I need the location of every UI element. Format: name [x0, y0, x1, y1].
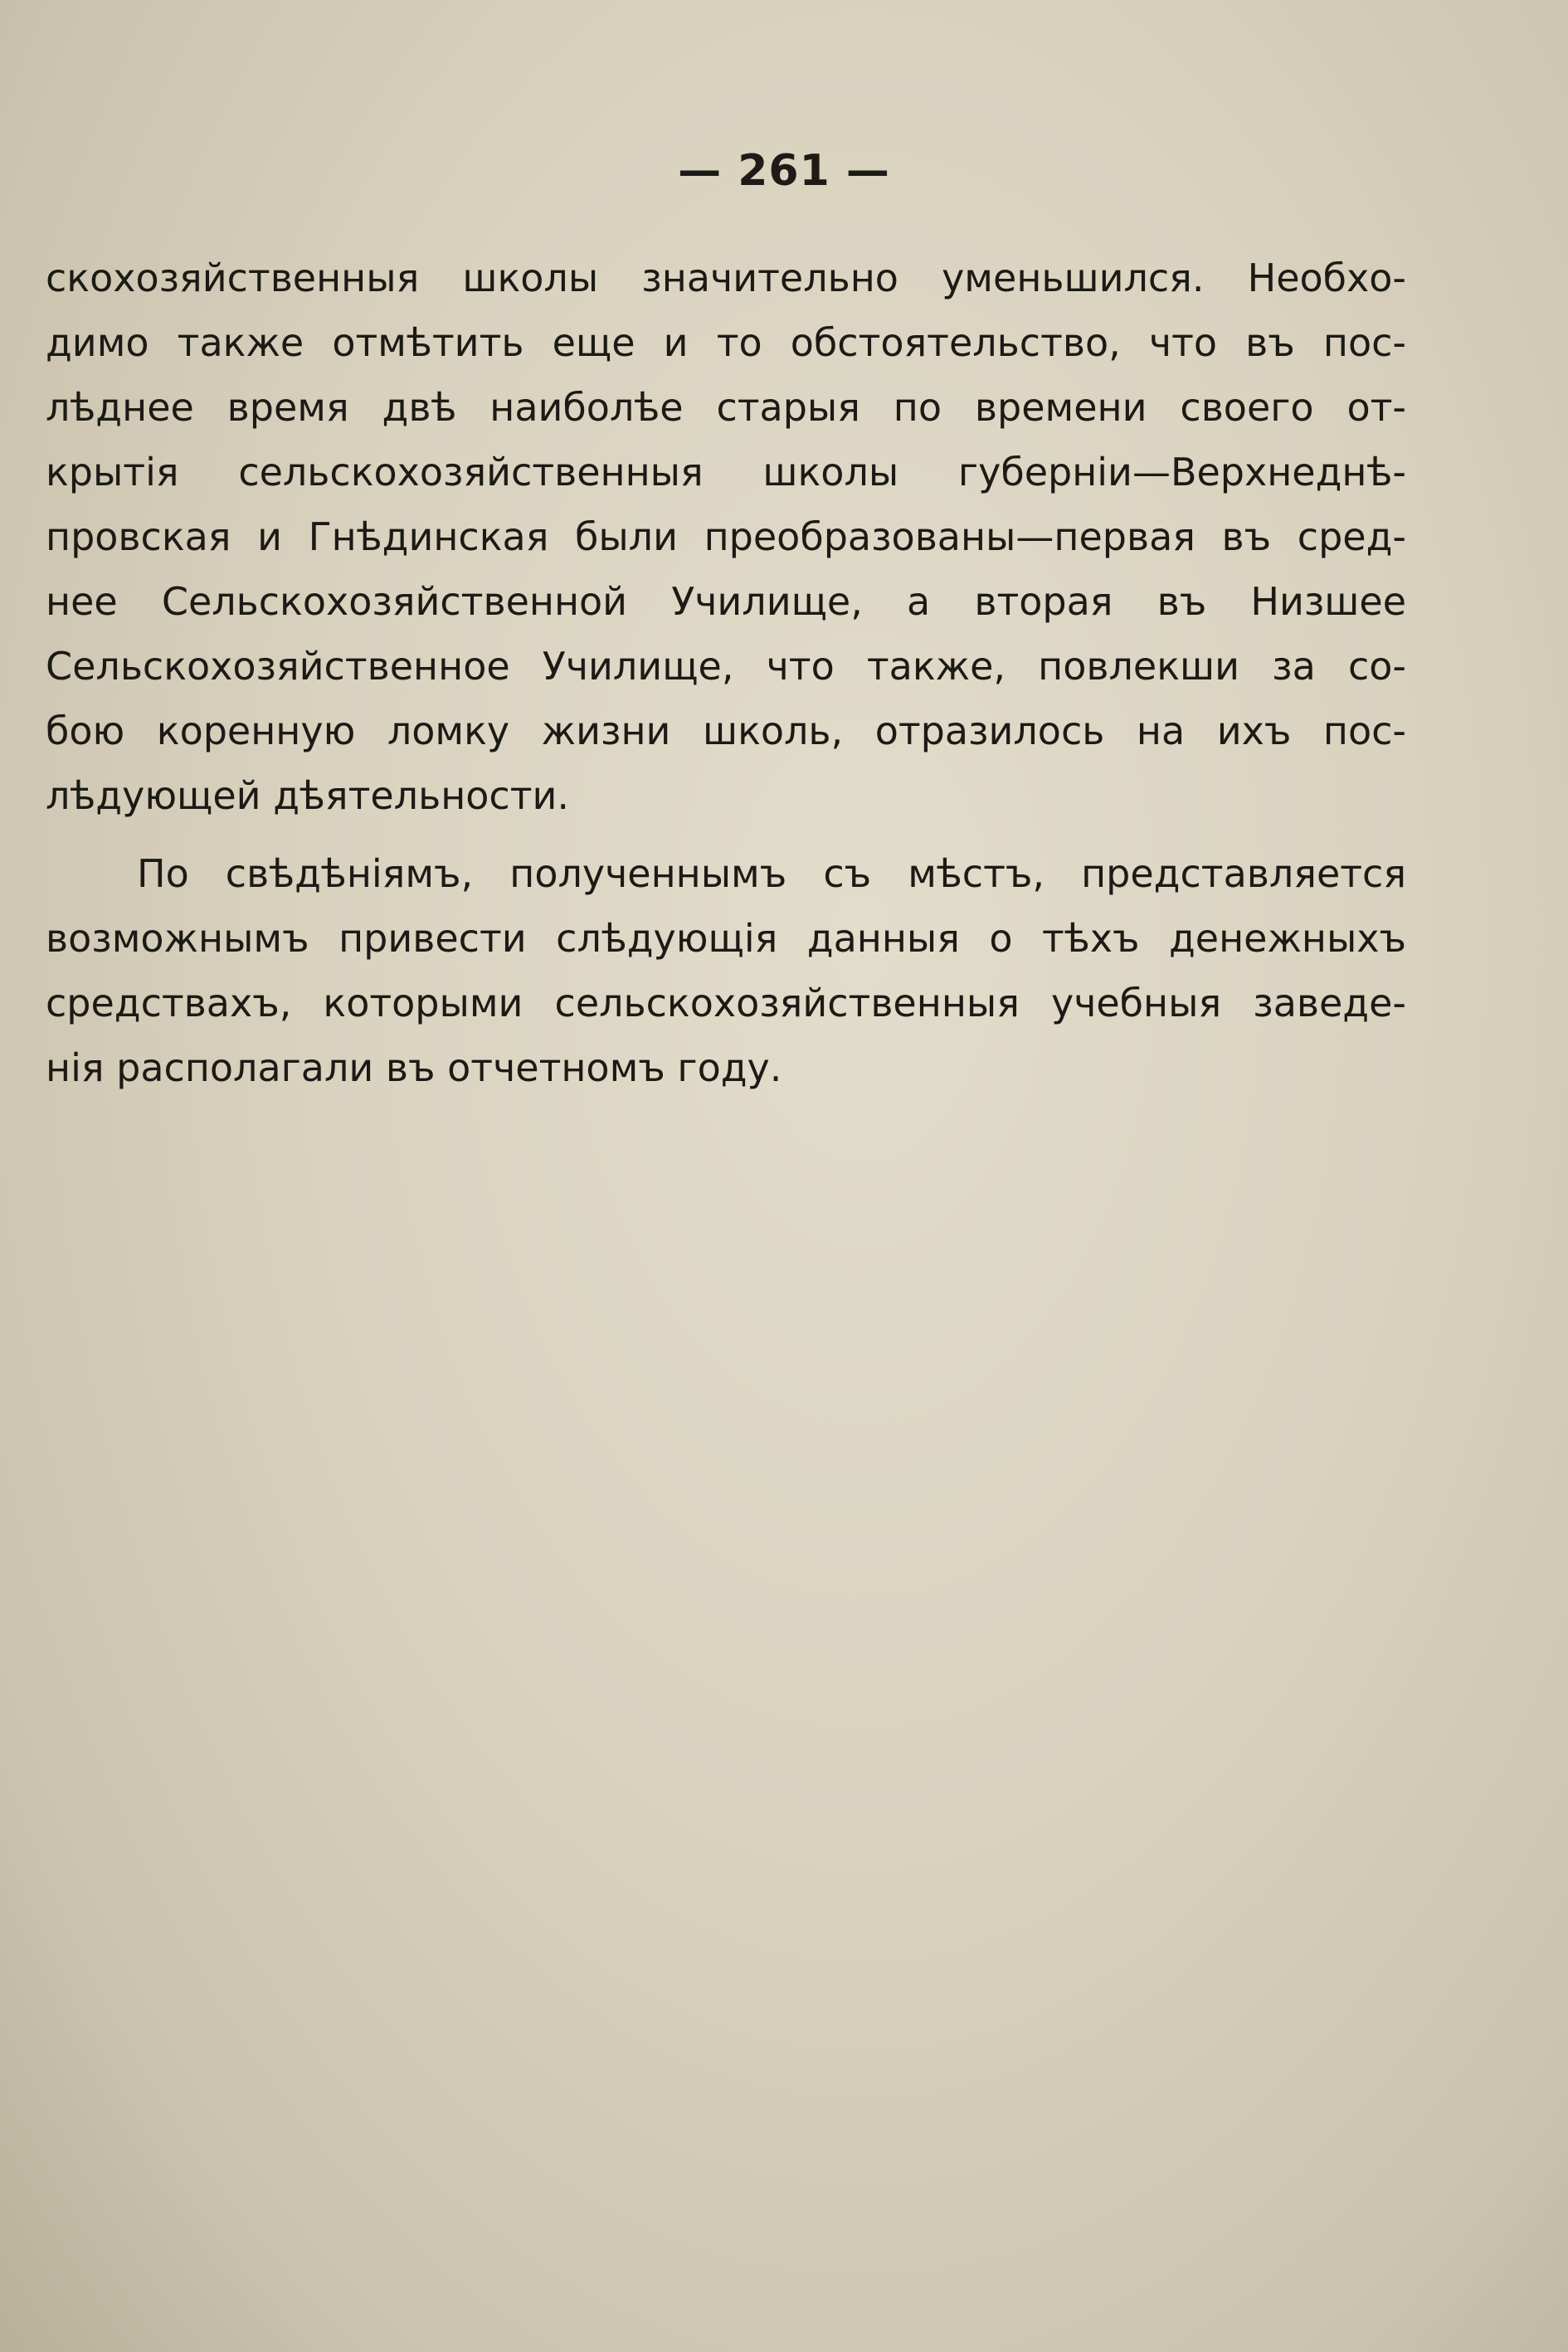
text-line: лѣднее время двѣ наиболѣе старыя по времени своего от-: [46, 385, 1406, 430]
text-line: провская и Гнѣдинская были преобразованы—первая въ сред-: [46, 514, 1406, 559]
text-line: скохозяйственныя школы значительно уменьшился. Необхо-: [46, 256, 1406, 300]
text-line: лѣдующей дѣятельности.: [46, 773, 570, 818]
text-line: средствахъ, которыми сельскохозяйственныя учебныя заведе-: [46, 981, 1406, 1025]
paragraph-2: [46, 841, 1406, 1100]
text-line: возможнымъ привести слѣдующія данныя о тѣхъ денежныхъ: [46, 916, 1406, 961]
page-number: — 261 —: [678, 146, 890, 196]
text-line: Сельскохозяйственное Училище, что также, повлекши за со-: [46, 644, 1406, 689]
text-line: димо также отмѣтить еще и то обстоятельство, что въ пос-: [46, 320, 1406, 365]
text-line: бою коренную ломку жизни школь, отразилось на ихъ пос-: [46, 709, 1406, 753]
paragraph-1: [46, 246, 1406, 828]
text-line: нее Сельскохозяйственной Училище, а вторая въ Низшее: [46, 579, 1406, 624]
text-line: крытія сельскохозяйственныя школы губерніи—Верхнеднѣ-: [46, 450, 1406, 494]
text-line: По свѣдѣніямъ, полученнымъ съ мѣстъ, представляется: [137, 851, 1406, 896]
text-line: нія располагали въ отчетномъ году.: [46, 1045, 782, 1090]
